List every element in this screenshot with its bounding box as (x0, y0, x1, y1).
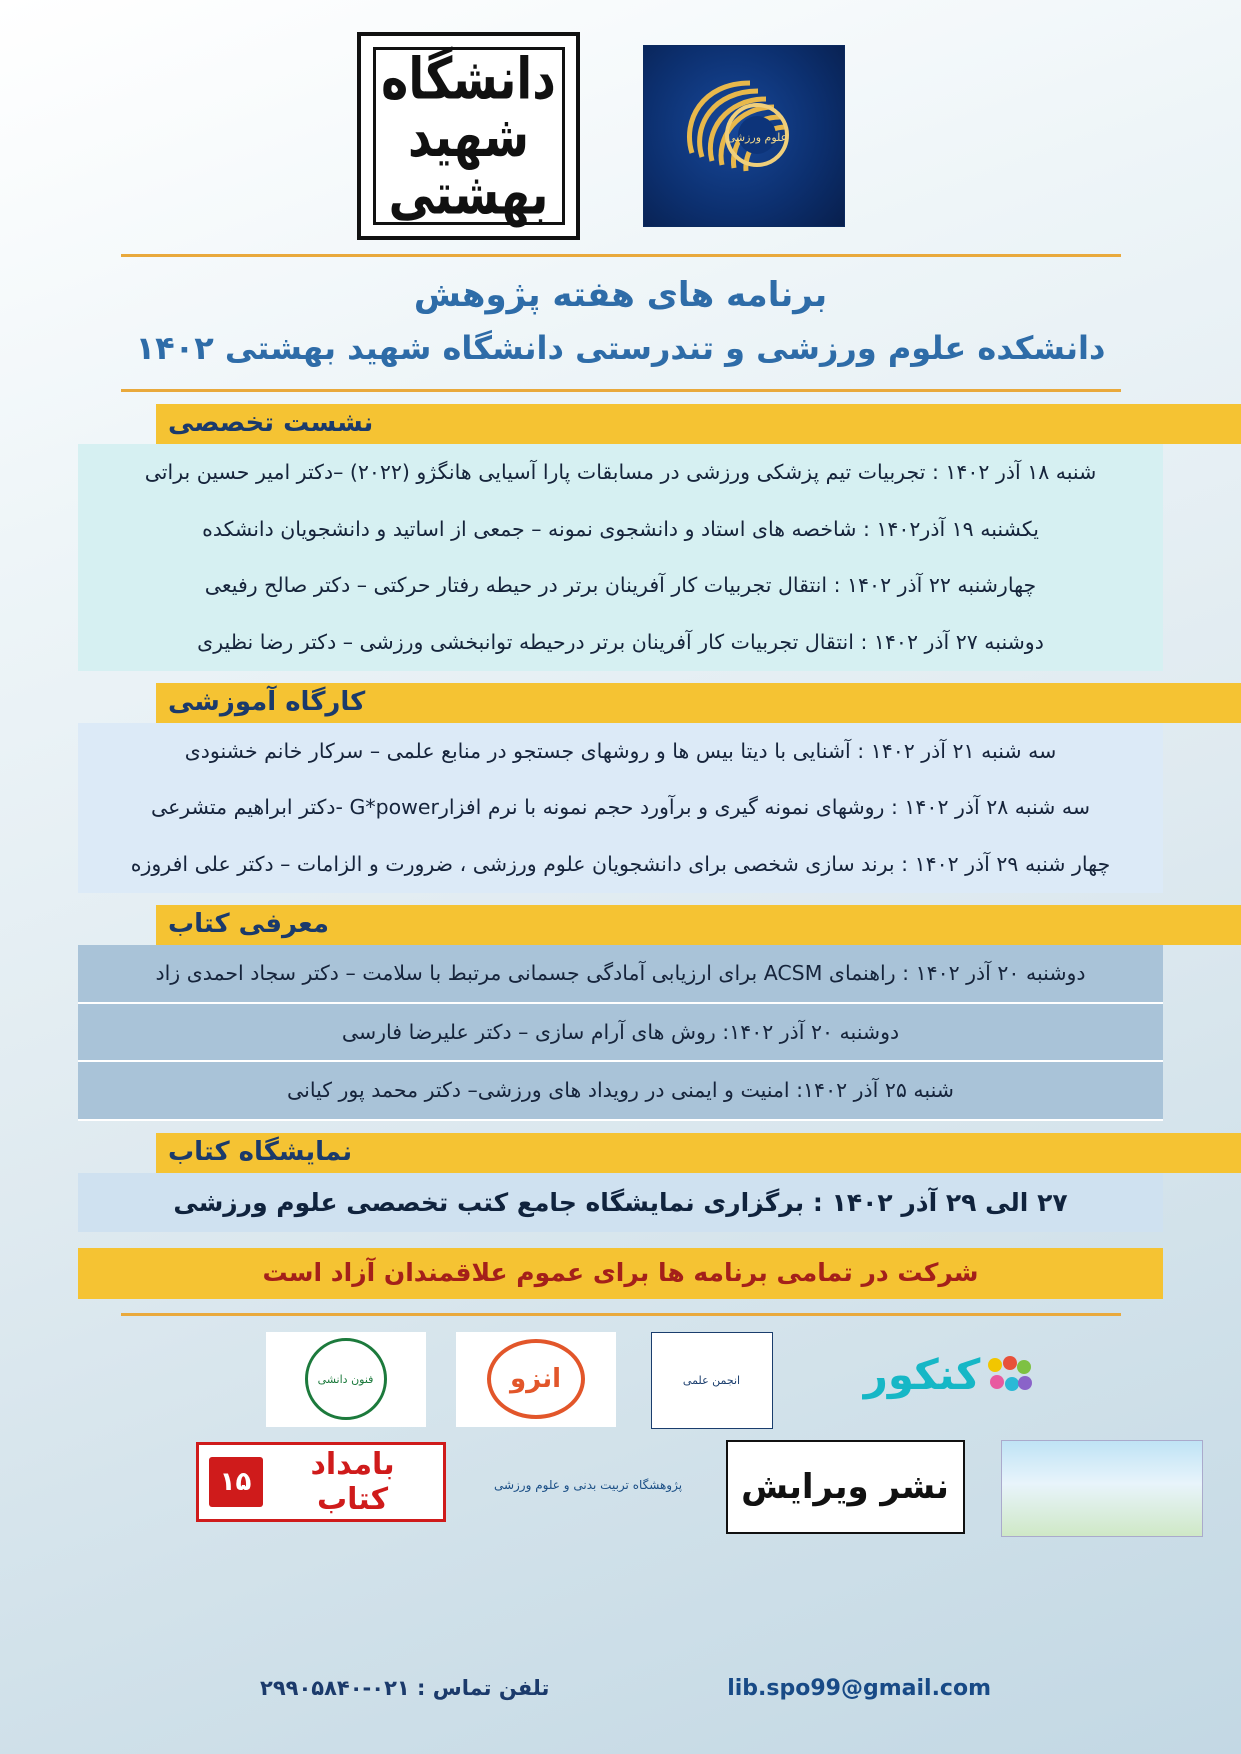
sponsor-fanoon-logo (266, 1332, 426, 1427)
sponsor-logos (61, 1330, 1181, 1560)
section-rows-neshast (78, 444, 1163, 671)
contact-email[interactable]: lib.spo99@gmail.com (727, 1676, 991, 1701)
section-heading-namayeshgah-label: نمایشگاه کتاب (168, 1136, 353, 1167)
list-item: شنبه ۱۸ آذر ۱۴۰۲ : تجربیات تیم پزشکی ورزشی در مسابقات پارا آسیایی هانگژو (۲۰۲۲) –دکتر امیر حسین براتی (78, 444, 1163, 501)
list-item: چهارشنبه ۲۲ آذر ۱۴۰۲ : انتقال تجربیات کار آفرینان برتر در حیطه رفتار حرکتی – دکتر صالح رفیعی (78, 557, 1163, 614)
list-item: دوشنبه ۲۷ آذر ۱۴۰۲ : انتقال تجربیات کار آفرینان برتر درحیطه توانبخشی ورزشی – دکتر رضا نظیری (78, 614, 1163, 671)
svg-text:علوم ورزشی: علوم ورزشی (726, 131, 787, 144)
header-logos (0, 0, 1241, 250)
list-item: ۲۷ الی ۲۹ آذر ۱۴۰۲ : برگزاری نمایشگاه جامع کتب تخصصی علوم ورزشی (78, 1173, 1163, 1232)
bamdad-mark-icon: ۱۵ (209, 1457, 263, 1507)
university-logo (357, 32, 580, 240)
sport-sciences-emblem-icon (643, 45, 845, 227)
sponsor-anjoman-label: انجمن علمی (682, 1373, 741, 1387)
sponsor-city-banner (1001, 1440, 1203, 1537)
poster-title-line2: دانشکده علوم ورزشی و تندرستی دانشگاه شهید بهشتی ۱۴۰۲ (135, 329, 1106, 367)
poster-title-line1: برنامه های هفته پژوهش (413, 275, 828, 315)
section-rows-kargah (78, 723, 1163, 893)
sponsor-bamdad-logo (196, 1442, 446, 1522)
list-item: سه شنبه ۲۸ آذر ۱۴۰۲ : روشهای نمونه گیری و برآورد حجم نمونه با نرم افزارG*power -دکتر ابراهیم متشرعی (78, 779, 1163, 836)
sponsor-bamdad-label: بامداد کتاب (310, 1446, 395, 1517)
sponsor-anjoman-logo (651, 1332, 773, 1429)
list-item: شنبه ۲۵ آذر ۱۴۰۲: امنیت و ایمنی در رویداد های ورزشی– دکتر محمد پور کیانی (78, 1062, 1163, 1121)
university-logo-inner (373, 44, 565, 228)
section-heading-moarefi-label: معرفی کتاب (168, 908, 329, 939)
colored-dots-icon (986, 1355, 1032, 1395)
sponsor-konkoor-label: کنکور (863, 1350, 981, 1400)
section-heading-moarefi (156, 905, 1241, 945)
free-participation-note: شرکت در تمامی برنامه ها برای عموم علاقمندان آزاد است (78, 1248, 1163, 1299)
swirl-graphic-icon (662, 61, 827, 211)
title-block (0, 257, 1241, 371)
list-item: دوشنبه ۲۰ آذر ۱۴۰۲: روش های آرام سازی – دکتر علیرضا فارسی (78, 1004, 1163, 1063)
section-heading-namayeshgah (156, 1133, 1241, 1173)
sponsor-fanoon-label: فنون دانشی (305, 1338, 387, 1420)
sponsor-nezam-label: انزو (487, 1339, 585, 1419)
sponsor-virayesh-logo (726, 1440, 965, 1534)
footer (0, 1676, 1241, 1716)
list-item: چهار شنبه ۲۹ آذر ۱۴۰۲ : برند سازی شخصی برای دانشجویان علوم ورزشی ، ضرورت و الزامات – دکتر علی افروزه (78, 836, 1163, 893)
sponsor-pajouheshgah-logo (481, 1442, 696, 1530)
divider-mid (121, 389, 1121, 392)
sponsor-pajouheshgah-label: پژوهشگاه تربیت بدنی و علوم ورزشی (493, 1478, 683, 1493)
section-rows-moarefi (78, 945, 1163, 1121)
sponsor-nezam-logo (456, 1332, 616, 1427)
section-rows-namayeshgah (78, 1173, 1163, 1232)
contact-phone: تلفن تماس : ۰۲۱-۲۹۹۰۵۸۴۰ (260, 1676, 550, 1700)
section-heading-kargah-label: کارگاه آموزشی (168, 686, 366, 717)
divider-bottom (121, 1313, 1121, 1316)
section-heading-neshast-label: نشست تخصصی (168, 408, 374, 438)
list-item: سه شنبه ۲۱ آذر ۱۴۰۲ : آشنایی با دیتا بیس ها و روشهای جستجو در منابع علمی – سرکار خانم خشنودی (78, 723, 1163, 780)
sponsor-virayesh-label: نشر ویرایش (741, 1466, 949, 1507)
section-heading-neshast (156, 404, 1241, 444)
sponsor-konkoor-logo (841, 1340, 1056, 1410)
university-logo-text: دانشگاه شهید بهشتی (381, 44, 556, 228)
list-item: یکشنبه ۱۹ آذر۱۴۰۲ : شاخصه های استاد و دانشجوی نمونه – جمعی از اساتید و دانشجویان دانشکده (78, 501, 1163, 558)
list-item: دوشنبه ۲۰ آذر ۱۴۰۲ : راهنمای ACSM برای ارزیابی آمادگی جسمانی مرتبط با سلامت – دکتر سجاد احمدی زاد (78, 945, 1163, 1004)
section-heading-kargah (156, 683, 1241, 723)
